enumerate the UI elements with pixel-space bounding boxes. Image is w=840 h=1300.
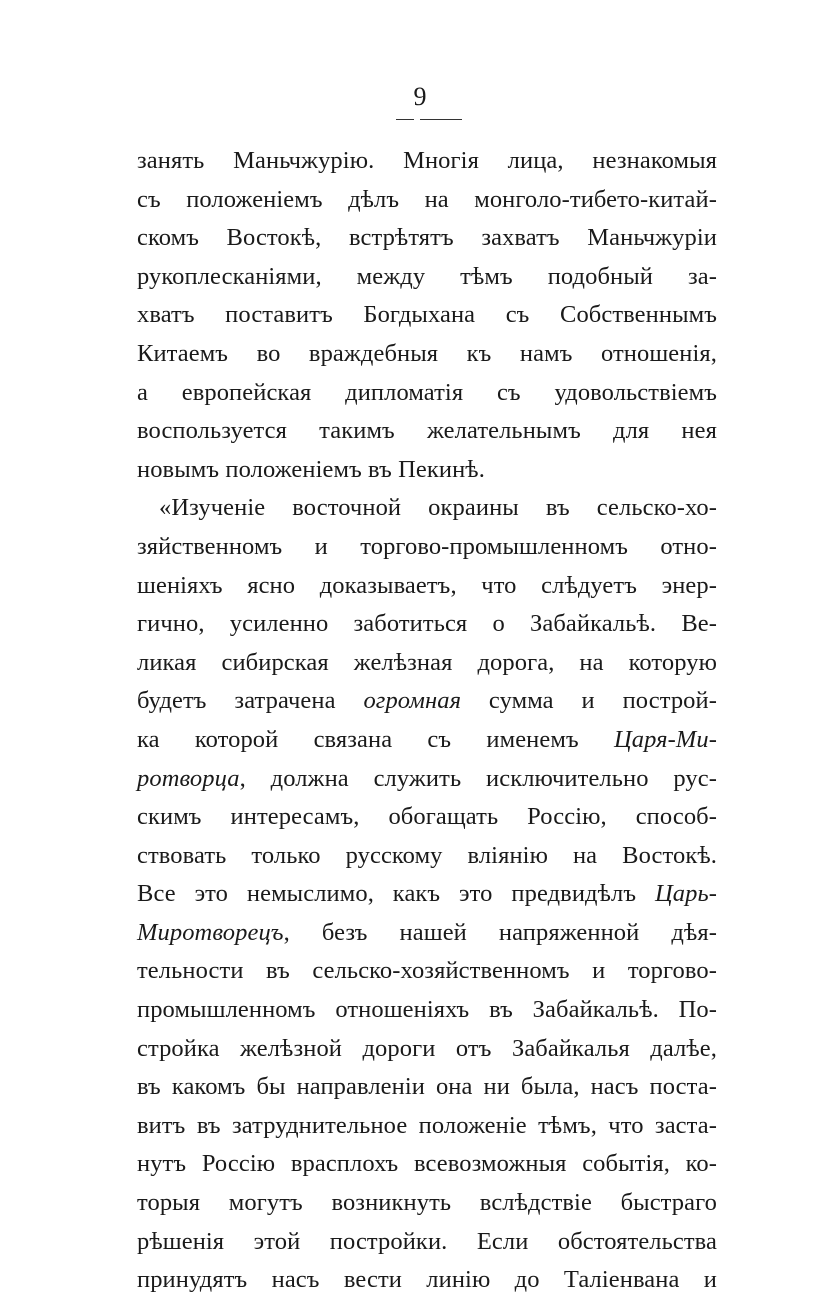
text-run: Все это немыслимо, какъ это предвидѣлъ <box>137 880 655 908</box>
text-line <box>137 1107 717 1146</box>
text-run: стройка желѣзной дороги отъ Забайкалья далѣе, <box>137 1034 717 1062</box>
text-line <box>137 181 717 220</box>
text-run: промышленномъ отношеніяхъ въ Забайкальѣ. По- <box>137 996 717 1024</box>
text-line <box>137 721 717 760</box>
italic-text: Царь- <box>654 880 717 908</box>
text-run: тельности въ сельско-хозяйственномъ и торгово- <box>137 957 717 985</box>
text-line <box>137 1223 717 1262</box>
text-run: нутъ Россію врасплохъ всевозможныя событія, ко- <box>137 1150 717 1178</box>
text-run: въ какомъ бы направленіи она ни была, насъ поста- <box>137 1073 717 1101</box>
text-line <box>137 258 717 297</box>
text-run: съ положеніемъ дѣлъ на монголо-тибето-китай- <box>137 185 717 213</box>
text-run: а европейская дипломатія съ удовольствіемъ <box>137 378 717 406</box>
text-run: зяйственномъ и торгово-промышленномъ отно- <box>137 532 717 560</box>
body-text <box>137 142 717 1300</box>
text-line <box>137 296 717 335</box>
text-run: скомъ Востокѣ, встрѣтятъ захватъ Маньчжуріи <box>137 224 717 252</box>
italic-text: Царя-Ми- <box>613 725 717 753</box>
text-line <box>137 952 717 991</box>
text-run: скимъ интересамъ, обогащать Россію, способ- <box>137 803 717 831</box>
text-line <box>137 412 717 451</box>
text-line <box>137 1030 717 1069</box>
text-line <box>137 374 717 413</box>
text-line <box>137 914 717 953</box>
text-line <box>137 451 717 490</box>
italic-text: Миротворецъ <box>137 918 284 946</box>
text-run: новымъ положеніемъ въ Пекинѣ. <box>137 455 485 483</box>
text-run: витъ въ затруднительное положеніе тѣмъ, что заста- <box>137 1111 717 1139</box>
text-run: , должна служить исключительно рус- <box>239 764 717 792</box>
text-run: ка которой связана съ именемъ <box>137 725 614 753</box>
italic-text: ротворца <box>137 764 240 792</box>
text-run: , безъ нашей напряженной дѣя- <box>283 918 717 946</box>
text-line <box>137 528 717 567</box>
page-number: 9 <box>413 82 427 111</box>
text-line <box>137 335 717 374</box>
text-run: рукоплесканіями, между тѣмъ подобный за- <box>137 262 717 290</box>
text-run: хватъ поставитъ Богдыхана съ Собственнымъ <box>137 301 717 329</box>
text-line <box>137 644 717 683</box>
text-line <box>137 837 717 876</box>
text-line <box>137 142 717 181</box>
text-line <box>137 1184 717 1223</box>
header-rule-right <box>420 119 462 120</box>
text-run: принудятъ насъ вести линію до Таліенвана и <box>137 1266 717 1294</box>
text-line <box>137 567 717 606</box>
text-line <box>137 875 717 914</box>
text-run: ликая сибирская желѣзная дорога, на которую <box>137 648 717 676</box>
text-line <box>137 219 717 258</box>
text-line <box>137 760 717 799</box>
text-line <box>137 489 717 528</box>
text-run: воспользуется такимъ желательнымъ для нея <box>137 417 717 445</box>
text-run: шеніяхъ ясно доказываетъ, что слѣдуетъ энер- <box>137 571 717 599</box>
text-line <box>137 798 717 837</box>
text-run: «Изученіе восточной окраины въ сельско-хо- <box>159 494 717 522</box>
italic-text: огромная <box>363 687 462 715</box>
text-line <box>137 682 717 721</box>
text-run: занять Маньчжурію. Многія лица, незнакомыя <box>137 147 717 174</box>
text-run: сумма и построй- <box>461 687 717 715</box>
text-run: торыя могутъ возникнуть вслѣдствіе быстраго <box>137 1189 717 1217</box>
text-line <box>137 1261 717 1300</box>
text-line <box>137 1145 717 1184</box>
text-run: рѣшенія этой постройки. Если обстоятельства <box>137 1227 717 1255</box>
text-run: ствовать только русскому вліянію на Востокѣ. <box>137 841 717 869</box>
text-line <box>137 605 717 644</box>
text-run: гично, усиленно заботиться о Забайкальѣ. Ве- <box>137 610 717 638</box>
text-run: будетъ затрачена <box>137 687 364 715</box>
text-run: Китаемъ во враждебныя къ намъ отношенія, <box>137 339 717 367</box>
header-rule-left <box>396 119 414 120</box>
text-line <box>137 1068 717 1107</box>
text-line <box>137 991 717 1030</box>
